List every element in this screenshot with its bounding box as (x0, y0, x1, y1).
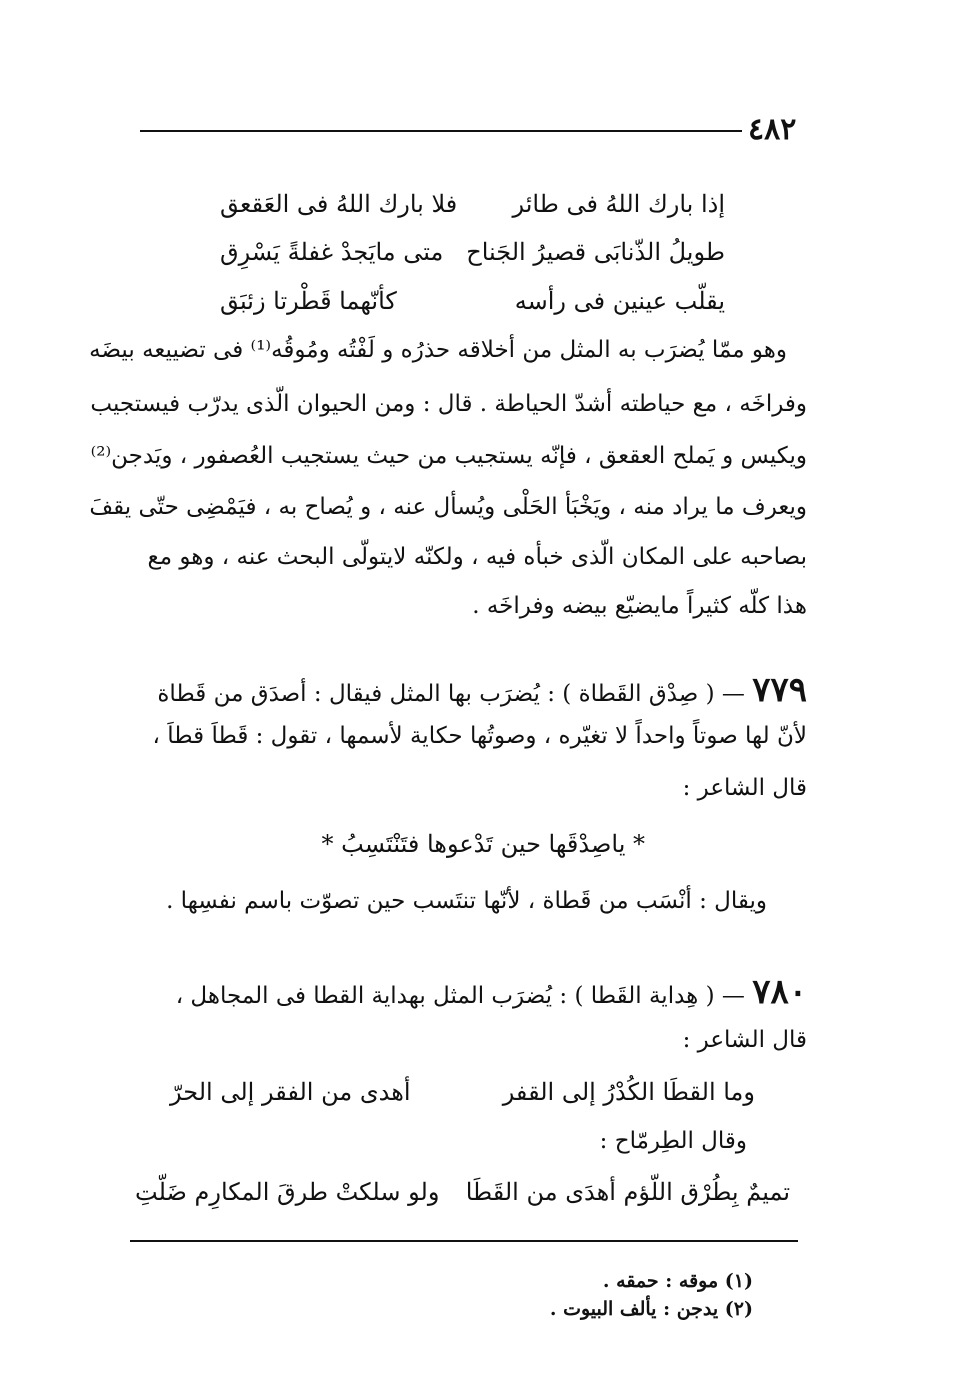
entry-number: ٧٧٩ (752, 670, 807, 710)
poem-verse (170, 1078, 755, 1112)
footnote: (١) موقه : حمقه . (602, 1270, 753, 1292)
entry-number: ٧٨٠ (752, 972, 807, 1012)
verse-first-hemistich: إذا بارك اللهُ فى طائر (512, 190, 725, 218)
paragraph-line: وفراخَه ، مع حياطته أشدّ الحياطة . قال : ومن الحيوان الّذى يدرّب فيستجيب (90, 391, 807, 417)
verse-first-hemistich: تميمٌ بِطُرْق اللّؤم أهدَى من القَطَا (465, 1178, 790, 1206)
verse-second-hemistich: ولو سلكتْ طرقَ المكارِم ضَلّتِ (135, 1178, 440, 1206)
paragraph-line: وقال الطِرمّاح : (599, 1128, 747, 1154)
paragraph-line: هذا كلّه كثيراً مايضيّع بيضه وفراخَه . (472, 593, 807, 619)
paragraph-line: ويعرف ما يراد منه ، ويَخْبَأ الحَلْى ويُسأل عنه ، و يُصاح به ، فيَمْضِى حتّى يقفَ (89, 494, 807, 520)
header-rule (140, 130, 742, 132)
poem-verse (220, 287, 725, 321)
paragraph-line: لأنّ لها صوتاً واحداً لا تغيّره ، وصوتُها حكاية لأسمها ، تقول : قَطاَ قطاَ ، (152, 723, 807, 749)
footnote: (٢) يدجن : يألف البيوت . (549, 1298, 753, 1320)
entry-title-text: — ( صِدْق القَطاة ) : يُضرَب بها المثل فيقال : أصدَق من قَطاة (157, 681, 745, 707)
poem-verse (220, 238, 725, 272)
poem-verse (135, 1178, 790, 1212)
paragraph-line: بصاحبه على المكان الّذى خبأه فيه ، ولكنّه لايتولّى البحث عنه ، وهو مع (147, 544, 807, 570)
paragraph-line: وهو ممّا يُضرَب به المثل من أخلاقه حذرُه و لَفْتُه ومُوقُه⁽¹⁾ فى تضييعه بيضَه (89, 337, 787, 363)
verse-second-hemistich: أهدى من الفقر إلى الحرّ (170, 1078, 411, 1106)
footnote-rule (130, 1240, 798, 1242)
quoted-hemistich: * ياصِدْقَها حين تَدْعوها فتَنْتَسِبُ * (321, 830, 645, 858)
verse-second-hemistich: كأنّهما قَطْرتا زئبَق (220, 287, 397, 315)
verse-first-hemistich: طويلُ الذّنابَى قصيرُ الجَناح (466, 238, 725, 266)
verse-second-hemistich: فلا بارك اللهُ فى العَقعق (220, 190, 458, 218)
paragraph-line: قال الشاعر : (682, 775, 807, 801)
verse-first-hemistich: وما القطَا الكُدْرُ إلى القفر (502, 1078, 755, 1106)
poem-verse (220, 190, 725, 224)
entry-779-line (157, 670, 807, 710)
paragraph-line: ويكيس و يَملح العقعق ، فإنّه يستجيب من حيث يستجيب العُصفور ، ويَدجن⁽²⁾ (90, 443, 807, 469)
paragraph-line: قال الشاعر : (682, 1027, 807, 1053)
verse-first-hemistich: يقلّب عينين فى رأسه (514, 287, 725, 315)
paragraph-line: ويقال : أنْسَب من قَطاة ، لأنّها تنتَسب حين تصوّت باسم نفسِها . (166, 888, 767, 914)
entry-title-text: — ( هِداية القَطا ) : يُضرَب المثل بهداية القطا فى المجاهل ، (175, 983, 745, 1009)
entry-780-line (157, 972, 807, 1012)
page-number: ٤٨٢ (748, 112, 797, 147)
verse-second-hemistich: متى مايَجدْ غفلةً يَسْرِق (220, 238, 444, 266)
